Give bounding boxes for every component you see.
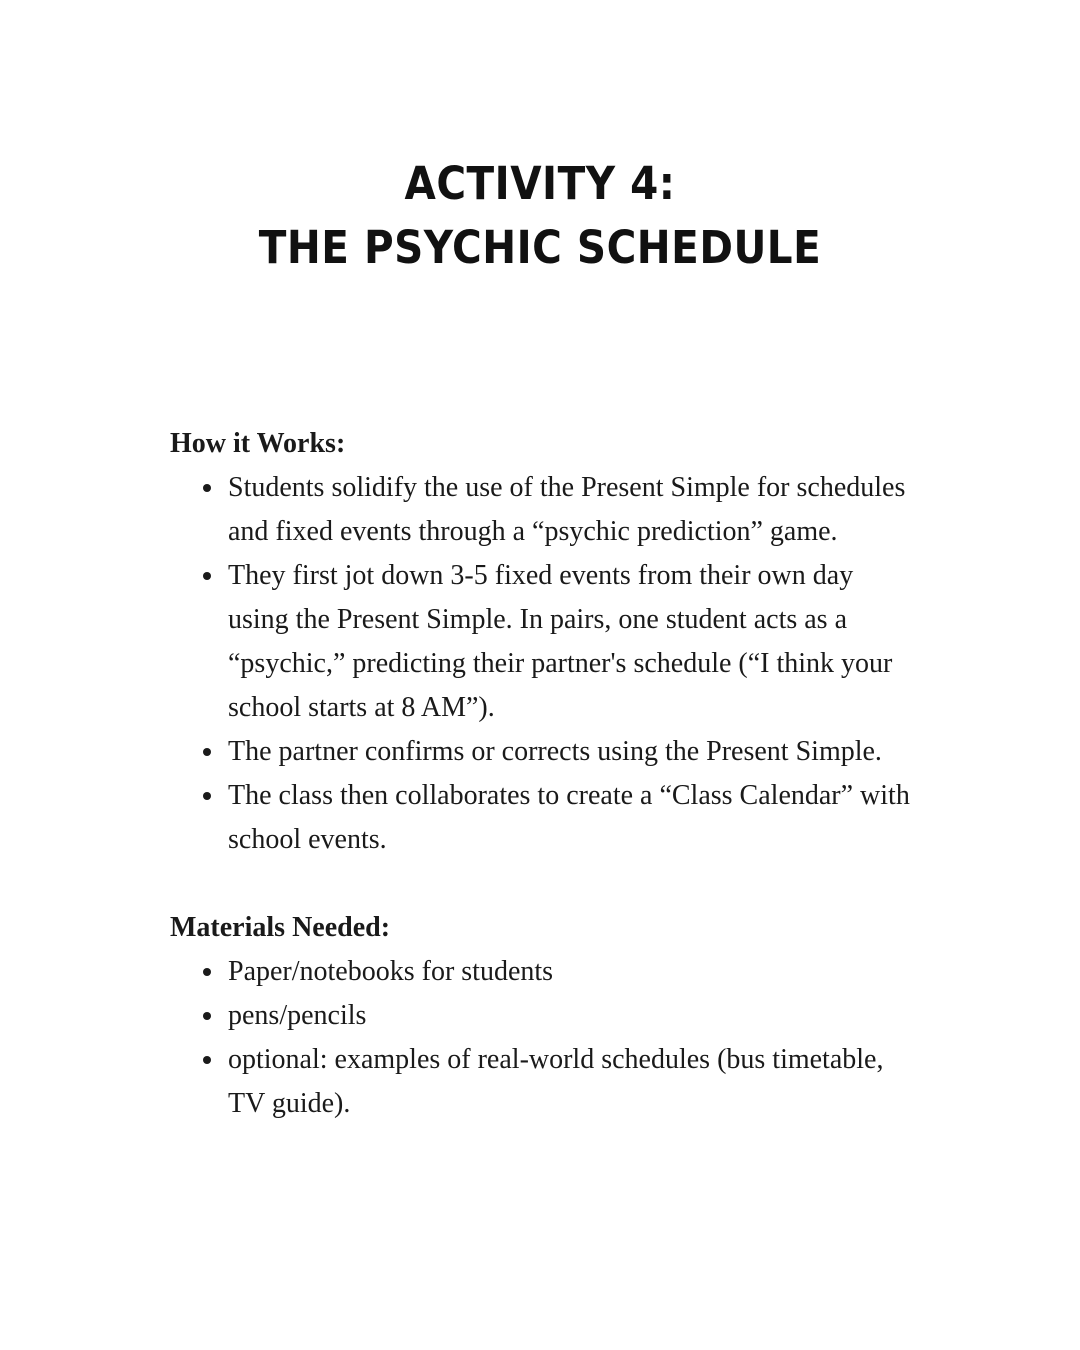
section-heading: How it Works: — [170, 428, 346, 459]
list-item: • The class then collaborates to create a “Class Calendar” with school events. — [226, 774, 912, 862]
section-how-it-works — [170, 422, 912, 862]
list-item: • optional: examples of real-world schedules (bus timetable, TV guide). — [226, 1038, 912, 1126]
title-line-2: THE PSYCHIC SCHEDULE — [258, 221, 822, 274]
page-title — [0, 0, 1080, 280]
list-item: • Students solidify the use of the Present Simple for schedules and fixed events through a “psychic prediction” game. — [226, 466, 912, 554]
bullet-list — [170, 466, 912, 862]
list-item: • pens/pencils — [226, 994, 912, 1038]
list-item: • The partner confirms or corrects using the Present Simple. — [226, 730, 912, 774]
title-line-1: ACTIVITY 4: — [404, 157, 676, 210]
list-item: • Paper/notebooks for students — [226, 950, 912, 994]
section-materials-needed — [170, 906, 912, 1126]
document-body — [0, 422, 1080, 1126]
section-heading: Materials Needed: — [170, 912, 391, 943]
list-item: • They first jot down 3-5 fixed events from their own day using the Present Simple. In pairs, one student acts as a “psychic,” predicting their partner's schedule (“I think your school starts at 8 AM”). — [226, 554, 912, 730]
bullet-list — [170, 950, 912, 1126]
